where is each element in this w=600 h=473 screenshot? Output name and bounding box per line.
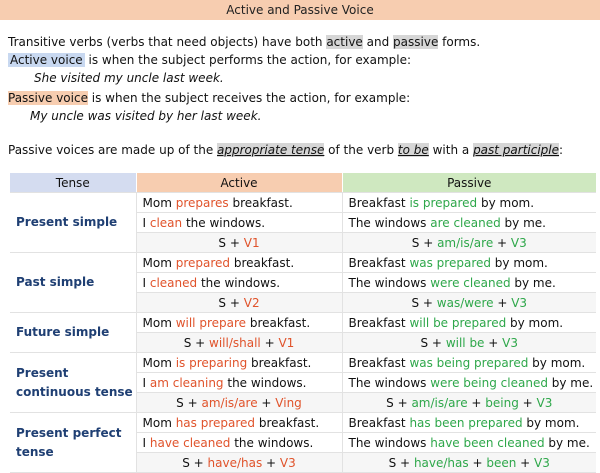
active-example-cell [136,193,342,213]
active-text: Mom [142,195,176,210]
formula-verb: V3 [511,295,528,310]
formula-verb: am/is/are [411,395,468,410]
active-definition-text: is when the subject performs the action, for example: [84,53,412,67]
passive-example-cell [342,273,596,293]
passive-text: Breakfast [348,315,410,330]
active-text: the windows. [182,215,266,230]
passive-text: by mom. [477,195,535,210]
active-verb: prepares [175,195,229,210]
passive-definition [8,90,410,106]
passive-text: by me. [500,215,546,230]
header-tense: Tense [10,173,136,193]
active-text: I [142,215,150,230]
passive-formula [342,233,596,253]
passive-text: by mom. [506,315,564,330]
past-participle-term: past participle [473,143,560,157]
passive-verb: was being prepared [409,355,529,370]
passive-keyword: passive [393,35,439,49]
made-up-text: Passive voices are made up of the [8,143,218,157]
active-voice-term: Active voice [10,53,83,67]
active-text: I [142,275,150,290]
active-example-cell [136,313,342,333]
active-verb: is preparing [175,355,248,370]
table-row [10,193,596,213]
page-title: Active and Passive Voice [0,0,600,20]
made-up-text: of the verb [324,143,398,157]
active-example-cell [136,273,342,293]
formula-verb: V1 [278,335,295,350]
tense-name-line: continuous tense [16,384,133,399]
formula-text: + [484,335,503,350]
passive-text: The windows [348,375,431,390]
formula-verb: V1 [243,235,260,250]
passive-voice-term: Passive voice [8,91,88,105]
passive-example-cell [342,353,596,373]
active-verb: have cleaned [149,435,231,450]
formula-text: S + [386,395,412,410]
table-header-row [10,173,596,193]
active-verb: will prepare [175,315,247,330]
formula-text: + [257,395,276,410]
passive-text: by me. [544,435,590,450]
formula-text: + [468,455,487,470]
passive-formula [342,333,596,353]
active-text: breakfast. [230,255,295,270]
formula-text: + [493,235,511,250]
active-verb: prepared [175,255,231,270]
tense-name [10,353,136,413]
formula-text: + [516,455,535,470]
formula-text: S + [388,455,414,470]
passive-verb: is prepared [409,195,478,210]
active-formula [136,393,342,413]
table-body [10,193,596,473]
active-text: breakfast. [247,355,312,370]
formula-text: S + [218,235,244,250]
active-formula [136,233,342,253]
passive-example-cell [342,193,596,213]
formula-text: + [467,395,486,410]
tense-name-line: Present simple [16,215,118,229]
active-keyword: active [326,35,363,49]
active-text: I [142,435,150,450]
active-definition [8,52,411,68]
passive-text: The windows [348,435,431,450]
formula-verb: been [486,455,517,470]
passive-verb: were being cleaned [430,375,548,390]
active-text: Mom [142,315,176,330]
passive-text: by me. [547,375,594,390]
active-text: Mom [142,255,176,270]
active-text: the windows. [230,435,314,450]
active-example-cell [136,353,342,373]
intro-text: and [362,35,394,49]
passive-text: The windows [348,275,431,290]
formula-text: S + [411,235,438,250]
tense-name [10,253,136,313]
active-example-cell [136,413,342,433]
passive-verb: will be prepared [409,315,507,330]
header-passive: Passive [342,173,596,193]
to-be-term: to be [397,143,429,157]
passive-verb: were cleaned [430,275,511,290]
passive-definition-text: is when the subject receives the action, for example: [87,91,411,105]
active-example-cell [136,433,342,453]
passive-text: by mom. [528,355,586,370]
formula-text: + [262,455,280,470]
passive-text: Breakfast [348,255,410,270]
formula-verb: Ving [275,395,302,410]
active-example-cell [136,213,342,233]
passive-verb: have been cleaned [430,435,545,450]
formula-verb: V2 [243,295,260,310]
formula-text: S + [182,455,208,470]
tense-name [10,193,136,253]
passive-example-cell [342,213,596,233]
passive-formula [342,293,596,313]
passive-text: Breakfast [348,195,410,210]
formula-verb: V3 [536,395,553,410]
active-text: the windows. [223,375,307,390]
passive-example-cell [342,433,596,453]
tense-name-line: Past simple [16,275,95,289]
formula-verb: will be [445,335,485,350]
active-verb: has prepared [175,415,256,430]
active-verb: cleaned [149,275,198,290]
formula-verb: V3 [510,235,527,250]
active-example: She visited my uncle last week. [34,71,224,85]
active-text: the windows. [197,275,281,290]
table-row [10,253,596,273]
active-formula [136,333,342,353]
active-formula [136,293,342,313]
active-example-cell [136,253,342,273]
formula-text: S + [218,295,244,310]
intro-text: forms. [438,35,481,49]
formula-verb: have/has [413,455,469,470]
active-example-cell [136,373,342,393]
formula-verb: V3 [502,335,518,350]
intro-text: Transitive verbs (verbs that need objects) have both [8,35,327,49]
passive-formula [342,453,596,473]
formula-text: + [518,395,537,410]
passive-text: by me. [510,275,556,290]
passive-example-cell [342,253,596,273]
tense-name-line: Present perfect [16,425,122,440]
passive-text: by mom. [522,415,580,430]
active-text: breakfast. [246,315,311,330]
tense-name [10,313,136,353]
table-row [10,353,596,373]
formula-verb: am/is/are [201,395,258,410]
active-verb: clean [149,215,183,230]
active-text: Mom [142,355,176,370]
table-row [10,413,596,433]
header-active: Active [136,173,342,193]
passive-text: Breakfast [348,355,410,370]
made-up-paragraph [8,142,563,158]
passive-text: Breakfast [348,415,410,430]
passive-verb: are cleaned [430,215,501,230]
formula-verb: was/were [436,295,494,310]
formula-text: S + [420,335,446,350]
formula-text: S + [176,395,202,410]
active-text: I [142,375,150,390]
tense-name-line: Present [16,365,69,380]
tense-name-line: Future simple [16,325,110,339]
passive-example-cell [342,413,596,433]
passive-text: by mom. [490,255,548,270]
tense-name-line: tense [16,444,54,459]
formula-text: + [493,295,512,310]
formula-verb: am/is/are [437,235,494,250]
passive-formula [342,393,596,413]
made-up-text: : [559,143,564,157]
formula-verb: V3 [279,455,296,470]
passive-text: The windows [348,215,431,230]
intro-paragraph [8,34,480,50]
formula-verb: V3 [534,455,550,470]
formula-text: S + [411,295,437,310]
table-row [10,313,596,333]
formula-verb: have/has [207,455,263,470]
active-text: Mom [142,415,176,430]
formula-text: + [260,335,279,350]
active-text: breakfast. [228,195,293,210]
appropriate-tense-term: appropriate tense [217,143,325,157]
formula-verb: will/shall [209,335,261,350]
passive-verb: has been prepared [409,415,523,430]
tense-name [10,413,136,473]
formula-text: S + [183,335,210,350]
tense-table [10,173,596,473]
passive-example-cell [342,373,596,393]
active-formula [136,453,342,473]
made-up-text: with a [428,143,474,157]
passive-example-cell [342,313,596,333]
formula-verb: being [485,395,519,410]
passive-verb: was prepared [409,255,491,270]
passive-example: My uncle was visited by her last week. [30,109,262,123]
active-text: breakfast. [255,415,320,430]
active-verb: am cleaning [149,375,224,390]
